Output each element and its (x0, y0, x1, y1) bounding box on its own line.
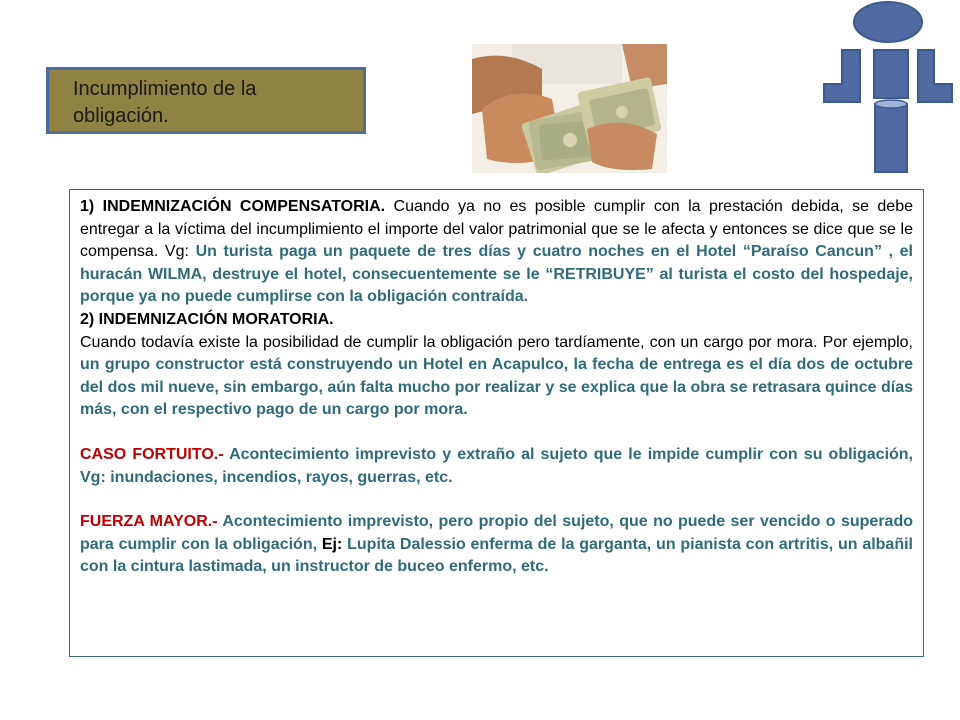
money-hands-photo (472, 44, 667, 173)
person-figure-graphic (818, 0, 960, 178)
paragraph-compensatoria (80, 196, 913, 309)
example-compensatoria: Un turista paga un paquete de tres días y cuatro noches en el Hotel “Paraíso Cancun” , el huracán WILMA, destruye el hotel, consecuentemente se le “RETRIBUYE” al turista el costo del hospedaje, porque ya no puede cumplirse con la obligación contraída. (80, 243, 914, 306)
heading-moratoria-line (80, 309, 913, 332)
term-fuerza-mayor: FUERZA MAYOR.- (80, 513, 218, 531)
text-fuerza-mayor-1: Acontecimiento imprevisto, pero propio del sujeto, que no puede ser vencido o superado para cumplir con la obligación, (80, 513, 913, 553)
paragraph-caso-fortuito (80, 444, 913, 489)
paragraph-fuerza-mayor (80, 511, 913, 579)
example-moratoria: un grupo constructor está construyendo un Hotel en Acapulco, la fecha de entrega es el día dos de octubre del dos mil nueve, sin embargo, aún falta mucho por realizar y se explica que la obra se retrasara quince días más, con el respectivo pago de un cargo por mora. (80, 356, 913, 419)
ej-label: Ej: (321, 535, 343, 553)
title-box (46, 67, 366, 134)
content-box (69, 189, 924, 657)
text-moratoria: Cuando todavía existe la posibilidad de cumplir la obligación pero tardíamente, con un cargo por mora. Por ejemplo, (80, 333, 913, 351)
slide-title-line2: obligación. (73, 105, 169, 127)
heading-moratoria: 2) INDEMNIZACIÓN MORATORIA. (80, 310, 334, 328)
text-caso-fortuito: Acontecimiento imprevisto y extraño al sujeto que le impide cumplir con su obligación, Vg: inundaciones, incendios, rayos, guerras, etc. (80, 445, 914, 486)
slide-title-line1: Incumplimiento de la (73, 78, 257, 100)
text-compensatoria: Cuando ya no es posible cumplir con la prestación debida, se debe entregar a la víctima del incumplimiento el importe del valor patrimonial que se le afecta y entonces se dice que se le compensa. Vg: (80, 198, 913, 261)
paragraph-moratoria (80, 332, 913, 422)
term-caso-fortuito: CASO FORTUITO.- (80, 445, 224, 463)
text-fuerza-mayor-2: Lupita Dalessio enferma de la garganta, un pianista con artritis, un albañil con la cintura lastimada, un instructor de buceo enfermo, etc. (80, 535, 913, 576)
heading-compensatoria: 1) INDEMNIZACIÓN COMPENSATORIA. (80, 198, 386, 215)
slide-title (73, 76, 256, 130)
